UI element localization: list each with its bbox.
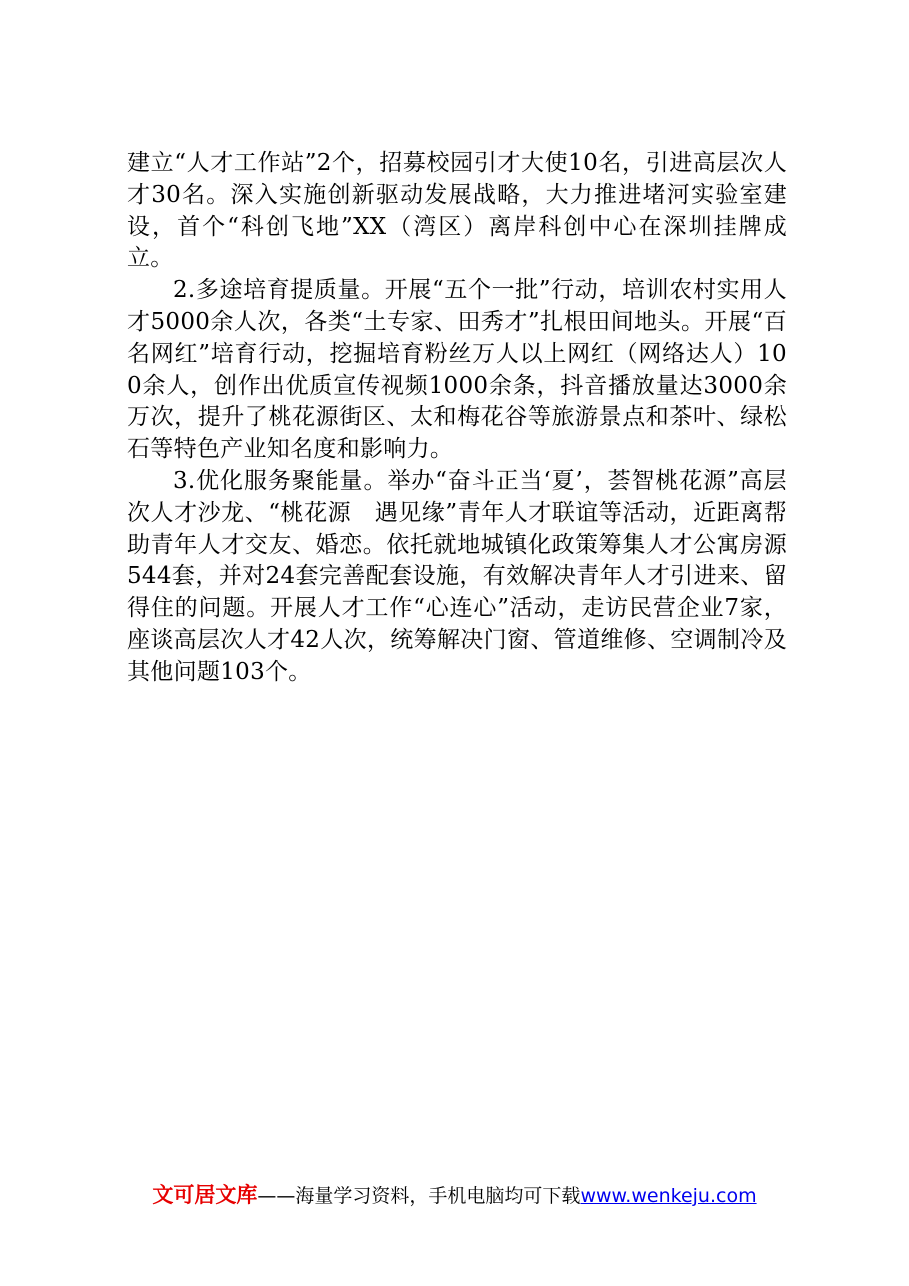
- document-body: [127, 148, 787, 689]
- paragraph-talent-stations: 建立“人才工作站”2个，招募校园引才大使10名，引进高层次人才30名。深入实施创新驱动发展战略，大力推进堵河实验室建设，首个“科创飞地”XX（湾区）离岸科创中心在深圳挂牌成立。: [127, 150, 787, 272]
- footer-banner: [0, 1182, 909, 1209]
- website-link[interactable]: www.wenkeju.com: [580, 1185, 757, 1207]
- paragraph-cultivation: 2.多途培育提质量。开展“五个一批”行动，培训农村实用人才5000余人次，各类“土专家、田秀才”扎根田间地头。开展“百名网红”培育行动，挖掘培育粉丝万人以上网红（网络达人）100余人，创作出优质宣传视频1000余条，抖音播放量达3000余万次，提升了桃花源街区、太和梅花谷等旅游景点和茶叶、绿松石等特色产业知名度和影响力。: [127, 277, 787, 463]
- brand-name: 文可居文库: [152, 1183, 258, 1207]
- paragraph-services: 3.优化服务聚能量。举办“奋斗正当‘夏’，荟智桃花源”高层次人才沙龙、“桃花源 遇见缘”青年人才联谊等活动，近距离帮助青年人才交友、婚恋。依托就地城镇化政策筹集人才公寓房源544套，并对24套完善配套设施，有效解决青年人才引进来、留得住的问题。开展人才工作“心连心”活动，走访民营企业7家，座谈高层次人才42人次，统筹解决门窗、管道维修、空调制冷及其他问题103个。: [127, 467, 787, 685]
- footer-tagline: ——海量学习资料，手机电脑均可下载: [257, 1185, 581, 1207]
